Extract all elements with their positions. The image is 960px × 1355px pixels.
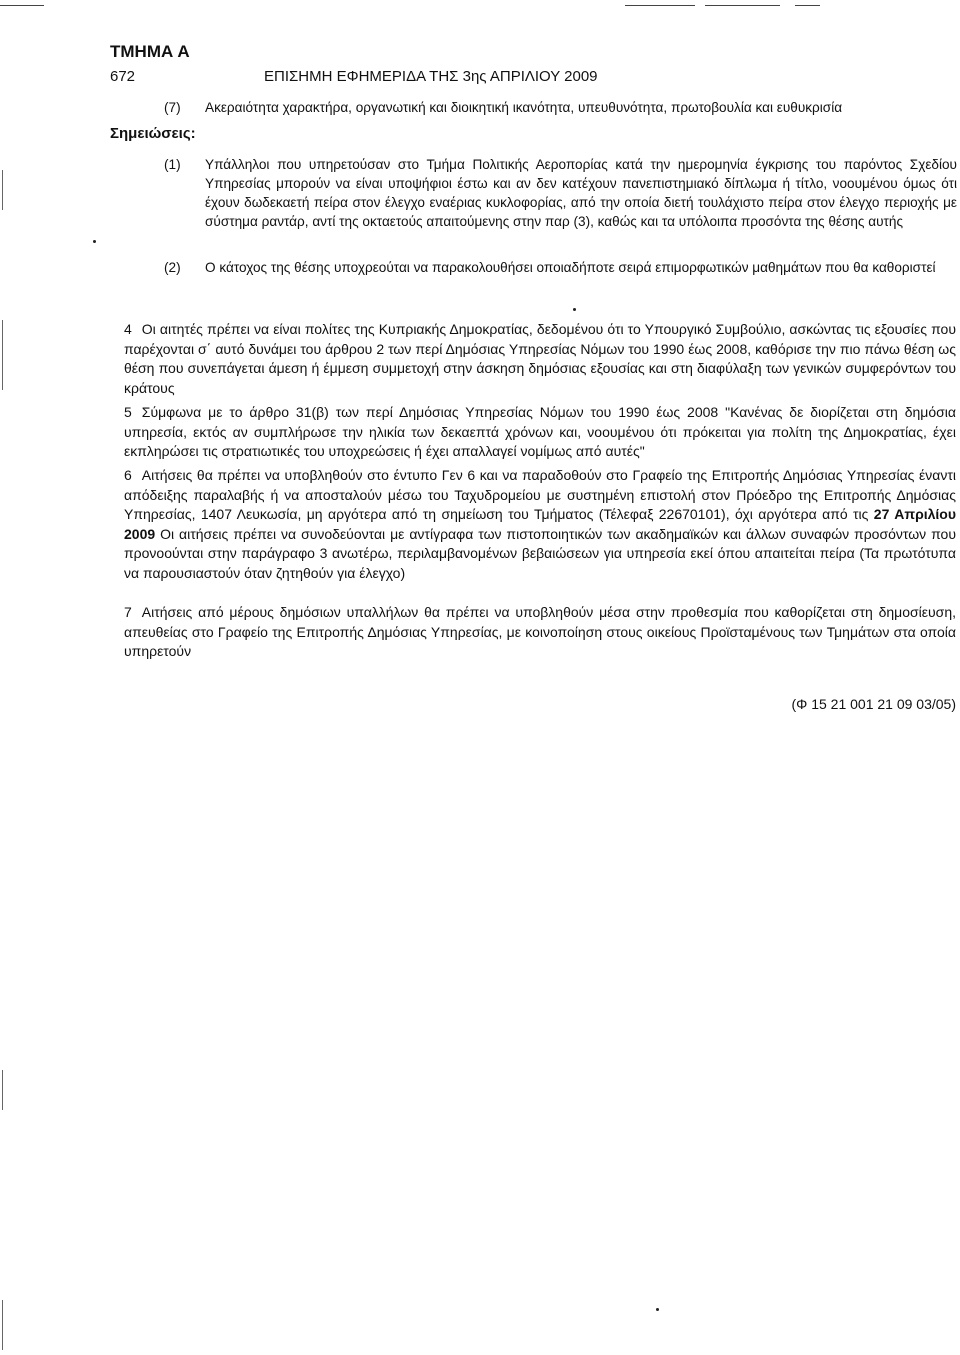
scan-edge-line <box>625 5 695 6</box>
section-title: ΤΜΗΜΑ Α <box>110 42 190 61</box>
paragraph-6 <box>124 466 956 583</box>
scan-speck <box>656 1308 659 1311</box>
scan-speck <box>573 308 576 311</box>
paragraph-text: Αιτήσεις θα πρέπει να υποβληθούν στο έντυπο Γεν 6 και να παραδοθούν στο Γραφείο της Επιτροπής Δημόσιας Υπηρεσίας έναντι απόδειξης παραλαβής ή να αποσταλούν μέσω του Ταχυδρομείου με συστημένη επιστολή στον Πρόεδρο της Επιτροπής Δημόσιας Υπηρεσίας, 1407 Λευκωσία, μη αργότερα από τη σημείωση του Τμήματος (Τέλεφαξ 22670101), όχι αργότερα από τις <box>124 467 956 522</box>
note-number: (1) <box>164 157 181 172</box>
scan-edge-line <box>2 1070 3 1110</box>
scan-edge-line <box>0 5 44 6</box>
qualification-number: (7) <box>164 100 181 115</box>
note-text: Υπάλληλοι που υπηρετούσαν στο Τμήμα Πολιτικής Αεροπορίας κατά την ημερομηνία έγκρισης του παρόντος Σχεδίου Υπηρεσίας μπορούν να είναι υποψήφιοι έστω και αν δεν κατέχουν πανεπιστημιακό δίπλωμα ή τίτλο, νοουμένου όμως ότι έχουν δωδεκαετή πείρα στον έλεγχο εναέριας κυκλοφορίας, από την οποία διετή τουλάχιστο πείρα στον έλεγχο περιοχής με σύστημα ραντάρ, αντί της οκταετούς απαιτούμενης στην παρ (3), καθώς και τα υπόλοιπα προσόντα της θέσης αυτής <box>205 157 957 229</box>
note-number: (2) <box>164 260 181 275</box>
scan-edge-line <box>2 320 3 390</box>
note-text: Ο κάτοχος της θέσης υποχρεούται να παρακολουθήσει οποιαδήποτε σειρά επιμορφωτικών μαθημάτων που θα καθοριστεί <box>205 260 936 275</box>
paragraph-text: Αιτήσεις από μέρους δημόσιων υπαλλήλων θα πρέπει να υποβληθούν μέσα στην προθεσμία που καθορίζεται στη δημοσίευση, απευθείας στο Γραφείο της Επιτροπής Δημόσιας Υπηρεσίας, με κοινοποίηση στους οικείους Προϊσταμένους των Τμημάτων στα οποία υπηρετούν <box>124 604 956 659</box>
scan-edge-line <box>705 5 780 6</box>
file-reference: (Φ 15 21 001 21 09 03/05) <box>791 696 956 712</box>
scan-edge-line <box>2 170 3 210</box>
paragraph-number: 5 <box>124 404 132 420</box>
paragraph-number: 4 <box>124 321 132 337</box>
paragraph-text: Οι αιτητές πρέπει να είναι πολίτες της Κυπριακής Δημοκρατίας, δεδομένου ότι το Υπουργικό Συμβούλιο, ασκώντας τις εξουσίες που παρέχονται σ΄ αυτό δυνάμει του άρθρου 2 των περί Δημόσιας Υπηρεσίας Νόμων του 1990 έως 2008, καθόρισε την πιο πάνω θέση ως θέση που συνεπάγεται άμεση ή έμμεση συμμετοχή στην άσκηση δημόσιας εξουσίας και στη διαφύλαξη των γενικών συμφερόντων του κράτους <box>124 321 956 396</box>
scan-edge-line <box>795 5 820 6</box>
gazette-title: ΕΠΙΣΗΜΗ ΕΦΗΜΕΡΙΔΑ ΤΗΣ 3ης ΑΠΡΙΛΙΟΥ 2009 <box>264 68 598 85</box>
paragraph-7 <box>124 603 956 662</box>
qualification-text: Ακεραιότητα χαρακτήρα, οργανωτική και διοικητική ικανότητα, υπευθυνότητα, πρωτοβουλία και ευθυκρισία <box>205 100 843 115</box>
scan-edge-line <box>2 1300 3 1350</box>
notes-heading: Σημειώσεις: <box>110 125 196 142</box>
paragraph-number: 7 <box>124 604 132 620</box>
paragraph-text: Οι αιτήσεις πρέπει να συνοδεύονται με αντίγραφα των πιστοποιητικών των ακαδημαϊκών και άλλων συναφών προσόντων που προνοούνται στην παράγραφο 3 ανωτέρω, περιλαμβανομένων βεβαιώσεων για υπηρεσία εκεί όπου απαιτείται πείρα (Τα πρωτότυπα να παρουσιαστούν όταν ζητηθούν για έλεγχο) <box>124 525 956 581</box>
deadline-date: 27 Απριλίου 2009 <box>124 506 956 542</box>
scan-speck <box>93 240 96 243</box>
paragraph-text: Σύμφωνα με το άρθρο 31(β) των περί Δημόσιας Υπηρεσίας Νόμων του 1990 έως 2008 "Κανένας δε διορίζεται στη δημόσια υπηρεσία, εκτός αν συμπλήρωσε την ηλικία των δεκαεπτά χρόνων και, νοουμένου ότι πρόκειται για πολίτη της Δημοκρατίας, έχει εκπληρώσει τις στρατιωτικές του υποχρεώσεις ή έχει απαλλαγεί νομίμως από αυτές" <box>124 404 956 459</box>
paragraph-number: 6 <box>124 467 132 483</box>
paragraph-5 <box>124 403 956 462</box>
paragraph-4 <box>124 320 956 398</box>
page-number: 672 <box>110 68 136 85</box>
